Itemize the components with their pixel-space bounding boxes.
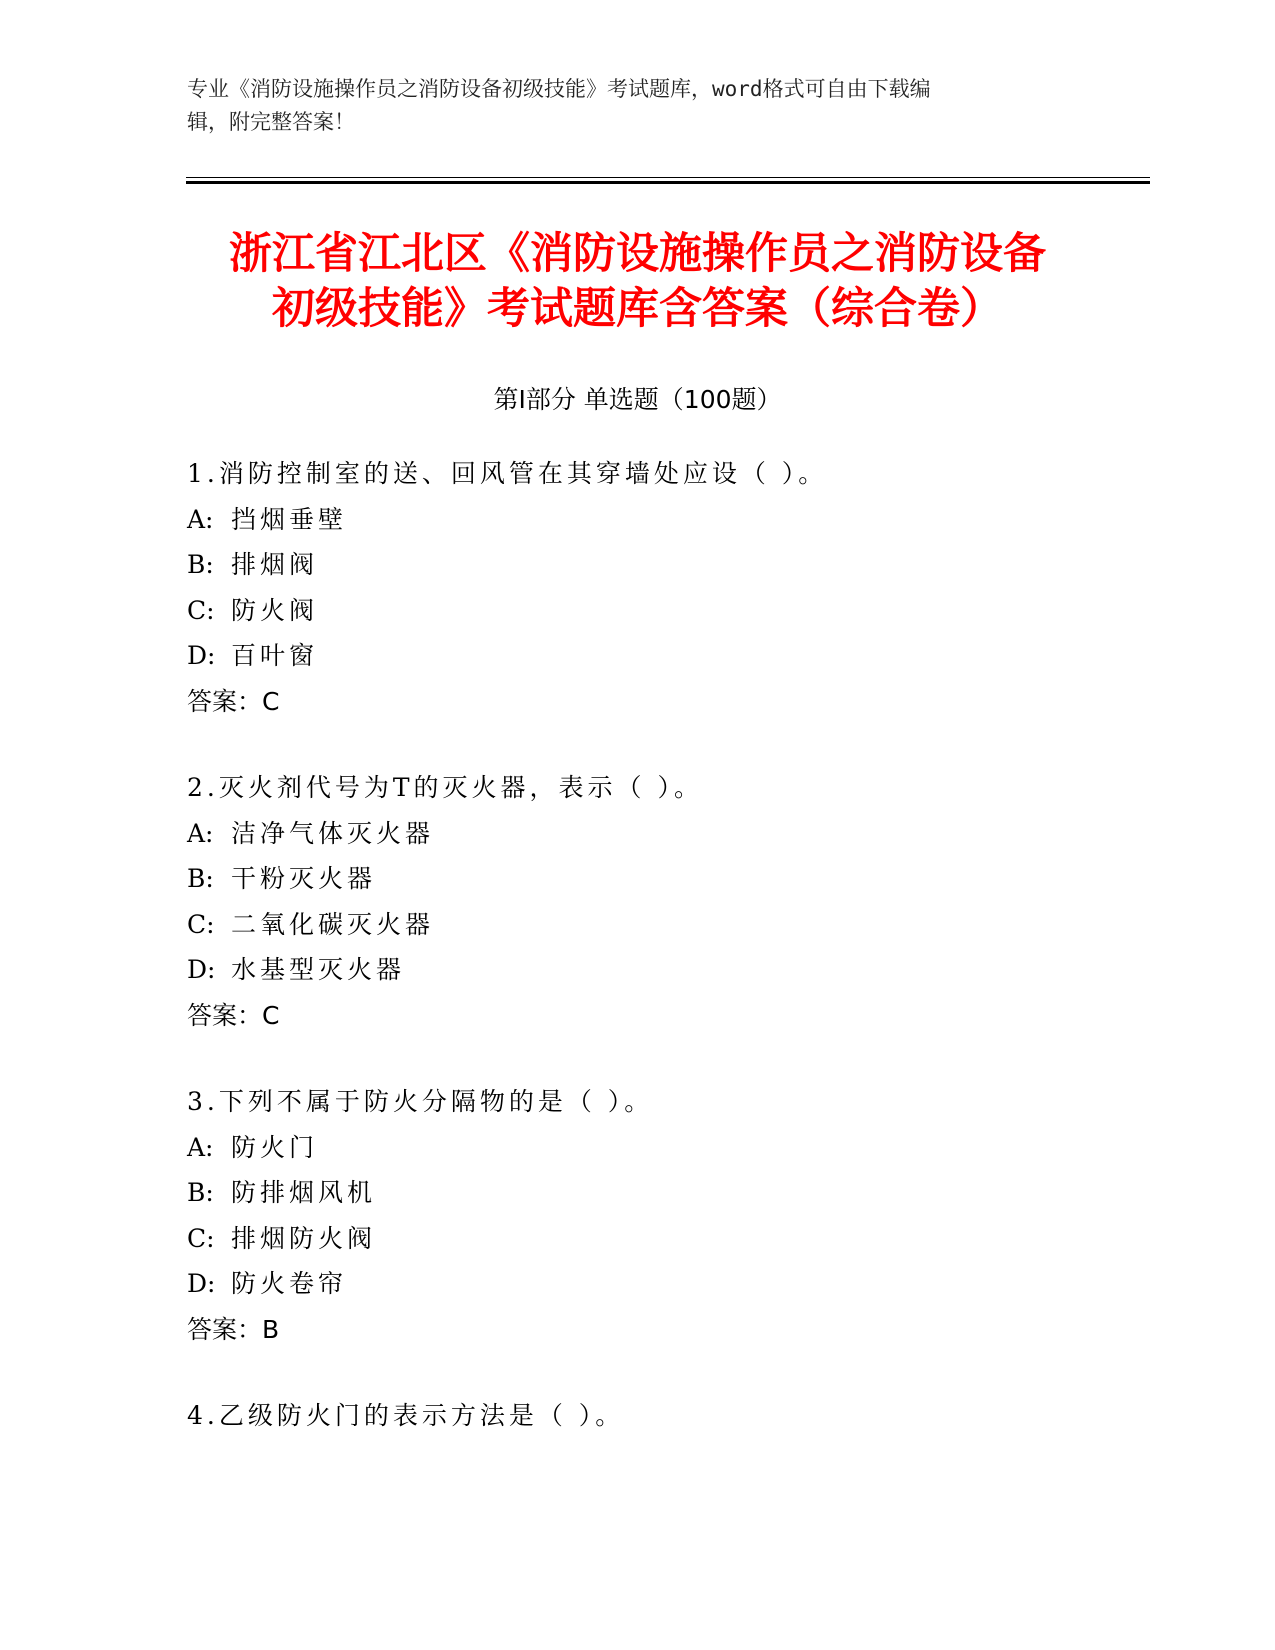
option-letter: A: <box>187 504 214 534</box>
option-text: 洁净气体灭火器 <box>231 818 435 848</box>
option-d <box>187 1269 1147 1315</box>
section-title: 第Ⅰ部分 单选题（100题） <box>493 385 782 414</box>
option-a <box>187 505 1147 551</box>
question-stem: 3.下列不属于防火分隔物的是（ ）。 <box>187 1087 654 1116</box>
question-2 <box>187 773 1147 1046</box>
header-note-line-2: 辑，附完整答案！ <box>187 110 355 134</box>
answer-line: 答案：B <box>187 1314 280 1344</box>
option-letter: B: <box>187 864 214 893</box>
option-text: 干粉灭火器 <box>231 864 377 893</box>
answer-line: 答案：C <box>187 686 280 716</box>
document-title-line-2: 初级技能》考试题库含答案（综合卷） <box>272 284 1003 334</box>
option-letter: A: <box>187 818 214 848</box>
question-stem: 4.乙级防火门的表示方法是（ ）。 <box>187 1401 625 1430</box>
option-letter: A: <box>187 1132 214 1162</box>
option-letter: D: <box>187 641 216 670</box>
option-a <box>187 819 1147 865</box>
option-letter: C: <box>187 1223 215 1253</box>
header-divider-thin <box>186 177 1150 178</box>
option-text: 二氧化碳灭火器 <box>231 909 435 939</box>
option-a <box>187 1133 1147 1179</box>
question-stem: 1.消防控制室的送、回风管在其穿墙处应设（ ）。 <box>187 459 828 488</box>
option-text: 挡烟垂壁 <box>231 504 348 534</box>
header-note-line-1: 专业《消防设施操作员之消防设备初级技能》考试题库，word格式可自由下载编 <box>187 77 931 101</box>
option-b <box>187 1178 1147 1224</box>
option-d <box>187 641 1147 687</box>
option-text: 排烟阀 <box>231 550 319 579</box>
question-3 <box>187 1087 1147 1360</box>
option-letter: D: <box>187 1269 216 1298</box>
option-letter: D: <box>187 955 216 984</box>
option-text: 防火门 <box>231 1132 319 1162</box>
question-4 <box>187 1401 1147 1447</box>
option-text: 防排烟风机 <box>231 1178 377 1207</box>
option-text: 排烟防火阀 <box>231 1223 377 1253</box>
option-d <box>187 955 1147 1001</box>
answer-line: 答案：C <box>187 1000 280 1030</box>
header-divider-thick <box>186 181 1150 184</box>
option-letter: B: <box>187 550 214 579</box>
option-text: 百叶窗 <box>231 641 319 670</box>
header-note <box>187 73 1067 139</box>
option-b <box>187 550 1147 596</box>
option-b <box>187 864 1147 910</box>
option-c <box>187 910 1147 956</box>
option-c <box>187 1224 1147 1270</box>
option-text: 防火卷帘 <box>231 1269 348 1298</box>
document-title <box>150 227 1125 337</box>
option-text: 水基型灭火器 <box>231 955 406 984</box>
option-c <box>187 596 1147 642</box>
option-letter: C: <box>187 909 215 939</box>
option-letter: B: <box>187 1178 214 1207</box>
option-letter: C: <box>187 595 215 625</box>
question-stem: 2.灭火剂代号为T的灭火器，表示（ ）。 <box>187 773 703 802</box>
document-title-line-1: 浙江省江北区《消防设施操作员之消防设备 <box>229 229 1046 279</box>
question-1 <box>187 459 1147 732</box>
option-text: 防火阀 <box>231 595 319 625</box>
